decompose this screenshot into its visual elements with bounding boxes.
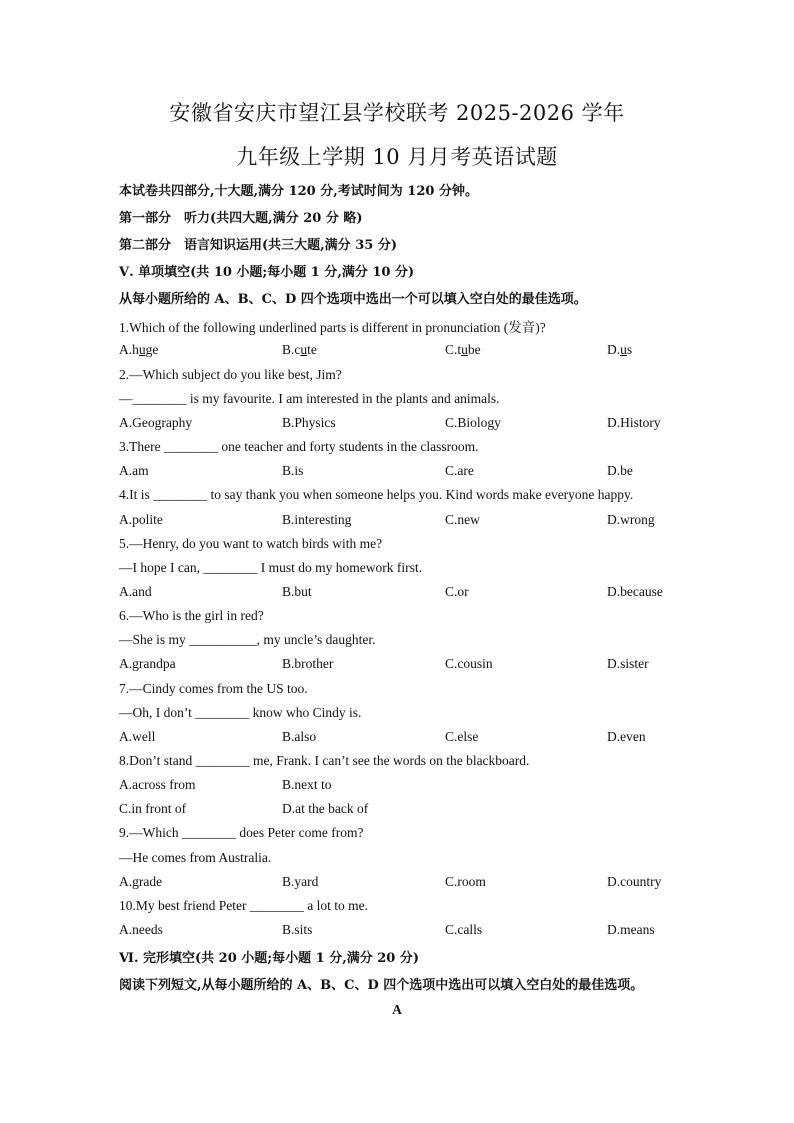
question-2-option-a: A.Geography bbox=[119, 415, 193, 430]
question-1-option-d: D.us bbox=[607, 342, 633, 357]
section5-instruction: 从每小题所给的 A、B、C、D 四个选项中选出一个可以填入空白处的最佳选项。 bbox=[119, 292, 587, 307]
question-8-option-c: C.in front of bbox=[119, 801, 187, 816]
question-6-option-d: D.sister bbox=[607, 656, 649, 671]
question-3-option-d: D.be bbox=[607, 463, 633, 478]
question-9-option-d: D.country bbox=[607, 874, 662, 889]
section6-heading: Ⅵ. 完形填空(共 20 小题;每小题 1 分,满分 20 分) bbox=[119, 951, 420, 966]
passage-label: A bbox=[392, 1002, 402, 1017]
question-2-line1: 2.—Which subject do you like best, Jim? bbox=[119, 367, 342, 382]
question-5-option-d: D.because bbox=[607, 584, 663, 599]
question-10-option-c: C.calls bbox=[445, 922, 483, 937]
question-9-option-a: A.grade bbox=[119, 874, 163, 889]
question-4-option-a: A.polite bbox=[119, 512, 163, 527]
question-7-option-c: C.else bbox=[445, 729, 479, 744]
question-5-line2: —I hope I can, ________ I must do my homework first. bbox=[119, 560, 422, 575]
section6-instruction: 阅读下列短文,从每小题所给的 A、B、C、D 四个选项中选出可以填入空白处的最佳选项。 bbox=[119, 978, 644, 993]
question-2-option-c: C.Biology bbox=[445, 415, 501, 430]
question-3-option-a: A.am bbox=[119, 463, 149, 478]
question-10-option-b: B.sits bbox=[282, 922, 313, 937]
question-7-option-b: B.also bbox=[282, 729, 317, 744]
exam-intro: 本试卷共四部分,十大题,满分 120 分,考试时间为 120 分钟。 bbox=[119, 184, 478, 199]
question-2-line2: —________ is my favourite. I am interested in the plants and animals. bbox=[119, 391, 500, 406]
question-10-option-a: A.needs bbox=[119, 922, 163, 937]
question-5-line1: 5.—Henry, do you want to watch birds with me? bbox=[119, 536, 383, 551]
question-7-line1: 7.—Cindy comes from the US too. bbox=[119, 681, 308, 696]
question-9-option-c: C.room bbox=[445, 874, 486, 889]
question-8-option-a: A.across from bbox=[119, 777, 196, 792]
question-8-option-b: B.next to bbox=[282, 777, 332, 792]
question-5-option-c: C.or bbox=[445, 584, 469, 599]
question-3-line1: 3.There ________ one teacher and forty students in the classroom. bbox=[119, 439, 479, 454]
question-10-line1: 10.My best friend Peter ________ a lot to me. bbox=[119, 898, 368, 913]
question-7-option-d: D.even bbox=[607, 729, 646, 744]
section5-heading: Ⅴ. 单项填空(共 10 小题;每小题 1 分,满分 10 分) bbox=[119, 265, 415, 280]
question-1-stem: 1.Which of the following underlined parts is different in pronunciation (发音)? bbox=[119, 320, 546, 335]
part1-heading: 第一部分 听力(共四大题,满分 20 分 略) bbox=[119, 211, 363, 226]
question-6-line2: —She is my __________, my uncle’s daughter. bbox=[119, 632, 376, 647]
question-5-option-a: A.and bbox=[119, 584, 152, 599]
question-2-option-d: D.History bbox=[607, 415, 661, 430]
question-9-line2: —He comes from Australia. bbox=[119, 850, 272, 865]
question-6-line1: 6.—Who is the girl in red? bbox=[119, 608, 264, 623]
exam-title-line2: 九年级上学期 10 月月考英语试题 bbox=[236, 145, 558, 169]
question-3-option-c: C.are bbox=[445, 463, 474, 478]
question-4-line1: 4.It is ________ to say thank you when someone helps you. Kind words make everyone happy. bbox=[119, 487, 634, 502]
question-3-option-b: B.is bbox=[282, 463, 304, 478]
question-10-option-d: D.means bbox=[607, 922, 655, 937]
question-7-line2: —Oh, I don’t ________ know who Cindy is. bbox=[119, 705, 362, 720]
exam-title-line1: 安徽省安庆市望江县学校联考 2025-2026 学年 bbox=[169, 101, 625, 125]
question-2-option-b: B.Physics bbox=[282, 415, 336, 430]
question-6-option-a: A.grandpa bbox=[119, 656, 176, 671]
question-9-line1: 9.—Which ________ does Peter come from? bbox=[119, 825, 364, 840]
part2-heading: 第二部分 语言知识运用(共三大题,满分 35 分) bbox=[119, 238, 397, 253]
question-7-option-a: A.well bbox=[119, 729, 156, 744]
question-5-option-b: B.but bbox=[282, 584, 312, 599]
question-4-option-d: D.wrong bbox=[607, 512, 655, 527]
question-1-option-a: A.huge bbox=[119, 342, 159, 357]
question-6-option-c: C.cousin bbox=[445, 656, 493, 671]
question-8-option-d: D.at the back of bbox=[282, 801, 369, 816]
question-1-option-b: B.cute bbox=[282, 342, 317, 357]
question-8-line1: 8.Don’t stand ________ me, Frank. I can’t see the words on the blackboard. bbox=[119, 753, 530, 768]
question-4-option-b: B.interesting bbox=[282, 512, 352, 527]
question-4-option-c: C.new bbox=[445, 512, 480, 527]
question-6-option-b: B.brother bbox=[282, 656, 334, 671]
question-9-option-b: B.yard bbox=[282, 874, 319, 889]
question-1-option-c: C.tube bbox=[445, 342, 481, 357]
